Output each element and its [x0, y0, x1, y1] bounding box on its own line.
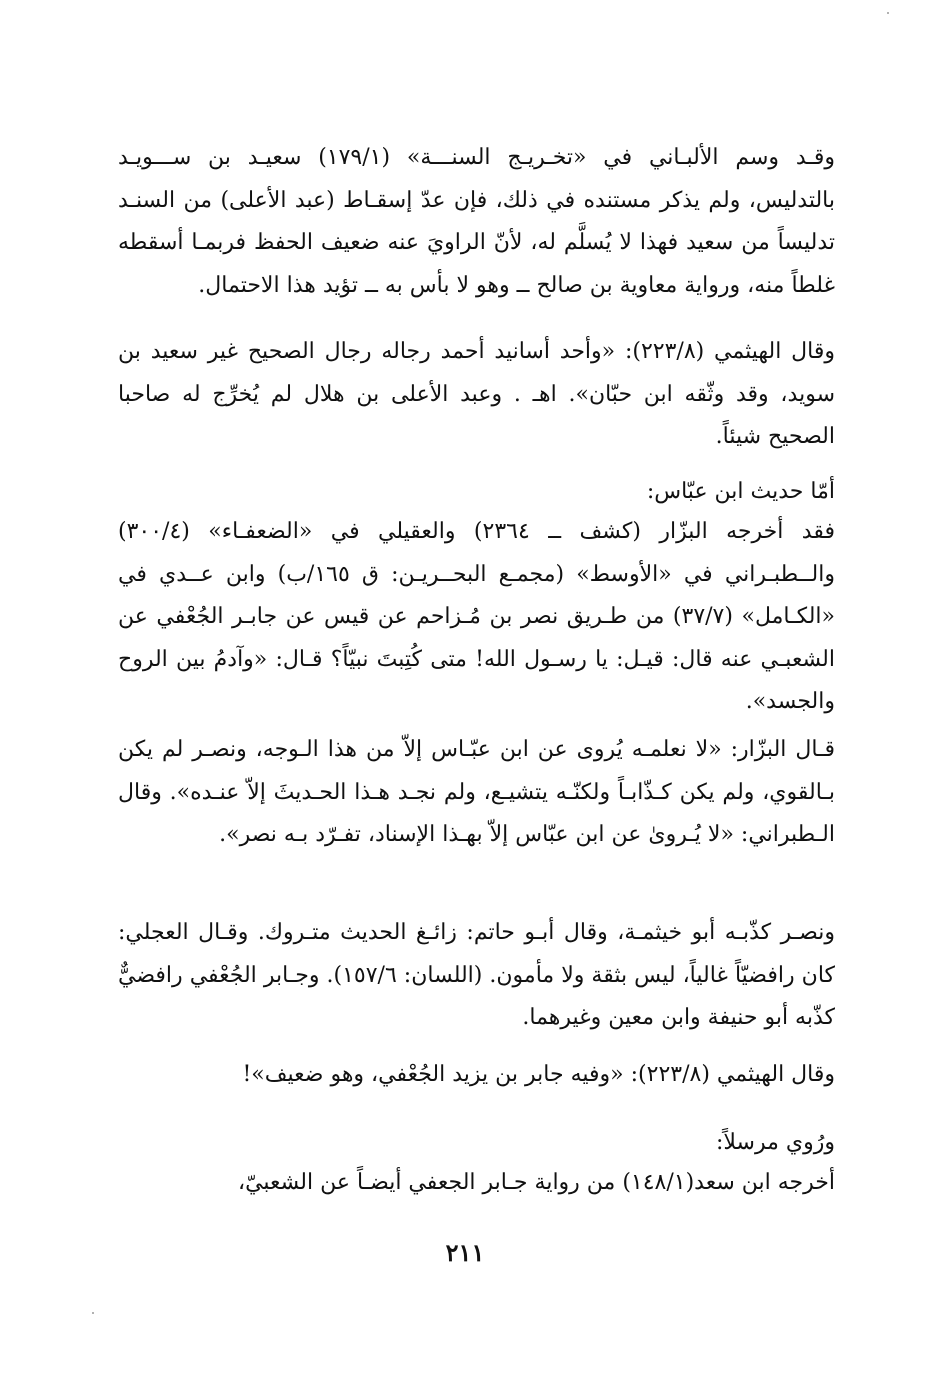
heading-text: أمّا حديث ابن عبّاس:: [646, 479, 835, 504]
paragraph-text: قـال البزّار: «لا نعلمـه يُروى عن ابن عبّـاس إلاّ من هذا الـوجه، ونصـر لم يكن بـالقوي، ولم يكن كـذّابـاً ولكنّـه يتشيـع، ولم نجـد هـذا الحـديثَ إلاّ عنـده». وقال الـطبراني: «لا يُـروىٰ عن ابن عبّاس إلاّ بهـذا الإسناد، تفـرّد بـه نصر».: [118, 737, 835, 847]
page-number: ٢١١: [445, 1238, 485, 1267]
heading-text: ورُوي مرسلاً:: [716, 1130, 835, 1155]
scan-speck: [92, 1312, 94, 1314]
paragraph-text: وقال الهيثمي (٢٢٣/٨): «وفيه جابر بن يزيد الجُعْفي، وهو ضعيف»!: [242, 1062, 835, 1087]
paragraph-text: أخرجه ابن سعد(١٤٨/١) من رواية جـابر الجعفي أيضـاً عن الشعبيّ،: [237, 1170, 835, 1195]
paragraph-1: [118, 137, 835, 307]
section-heading-mursal: [118, 1122, 835, 1165]
paragraph-7: [118, 1162, 835, 1205]
paragraph-text: ونصـر كذّبـه أبو خيثمـة، وقال أبـو حاتم: زائـغ الحديث متـروك. وقـال العجلي: كان رافضيّاً غالياً، ليس بثقة ولا مأمون. (اللسان: ١٥٧/٦). وجـابر الجُعْفي رافضيٌّ كذّبه أبو حنيفة وابن معين وغيرهما.: [118, 920, 835, 1030]
section-heading-ibn-abbas: [118, 471, 835, 514]
paragraph-5: [118, 912, 835, 1040]
paragraph-6: [118, 1054, 835, 1097]
paragraph-text: وقال الهيثمي (٢٢٣/٨): «وأحد أسانيد أحمد رجاله رجال الصحيح غير سعيد بن سويد، وقد وثّقه ابن حبّان». اهـ . وعبد الأعلى بن هلال لم يُخرِّج له صاحبا الصحيح شيئاً.: [118, 339, 835, 449]
scan-speck: [887, 12, 889, 14]
paragraph-2: [118, 331, 835, 459]
paragraph-3: [118, 511, 835, 724]
paragraph-4: [118, 729, 835, 857]
paragraph-text: فقد أخرجه البزّار (كشف ــ ٢٣٦٤) والعقيلي في «الضعفـاء» (٣٠٠/٤) والــطبـراني في «الأوسط» (مجمـع البحــريـن: ق ١٦٥/ب) وابن عــدي في «الكـامل» (٣٧/٧) من طـريق نصر بن مُـزاحم عن قيس عن جابـر الجُعْفي عن الشعبـي عنه قال: قيـل: يا رسـول الله! متى كُتِبتَ نبيّاً؟ قـال: «وآدمُ بين الروح والجسد».: [118, 519, 835, 714]
paragraph-text: وقـد وسم الألبـاني في «تخـريـج السنـــة» (١٧٩/١) سعيـد بن ســـويـد بالتدليس، ولم يذكر مستنده في ذلك، فإن عدّ إسقـاط (عبد الأعلى) من السنـد تدليساً من سعيد فهذا لا يُسلَّم له، لأنّ الراويَ عنه ضعيف الحفظ فربمـا أسقطه غلطاً منه، ورواية معاوية بن صالح ــ وهو لا بأس به ــ تؤيد هذا الاحتمال.: [118, 145, 835, 298]
